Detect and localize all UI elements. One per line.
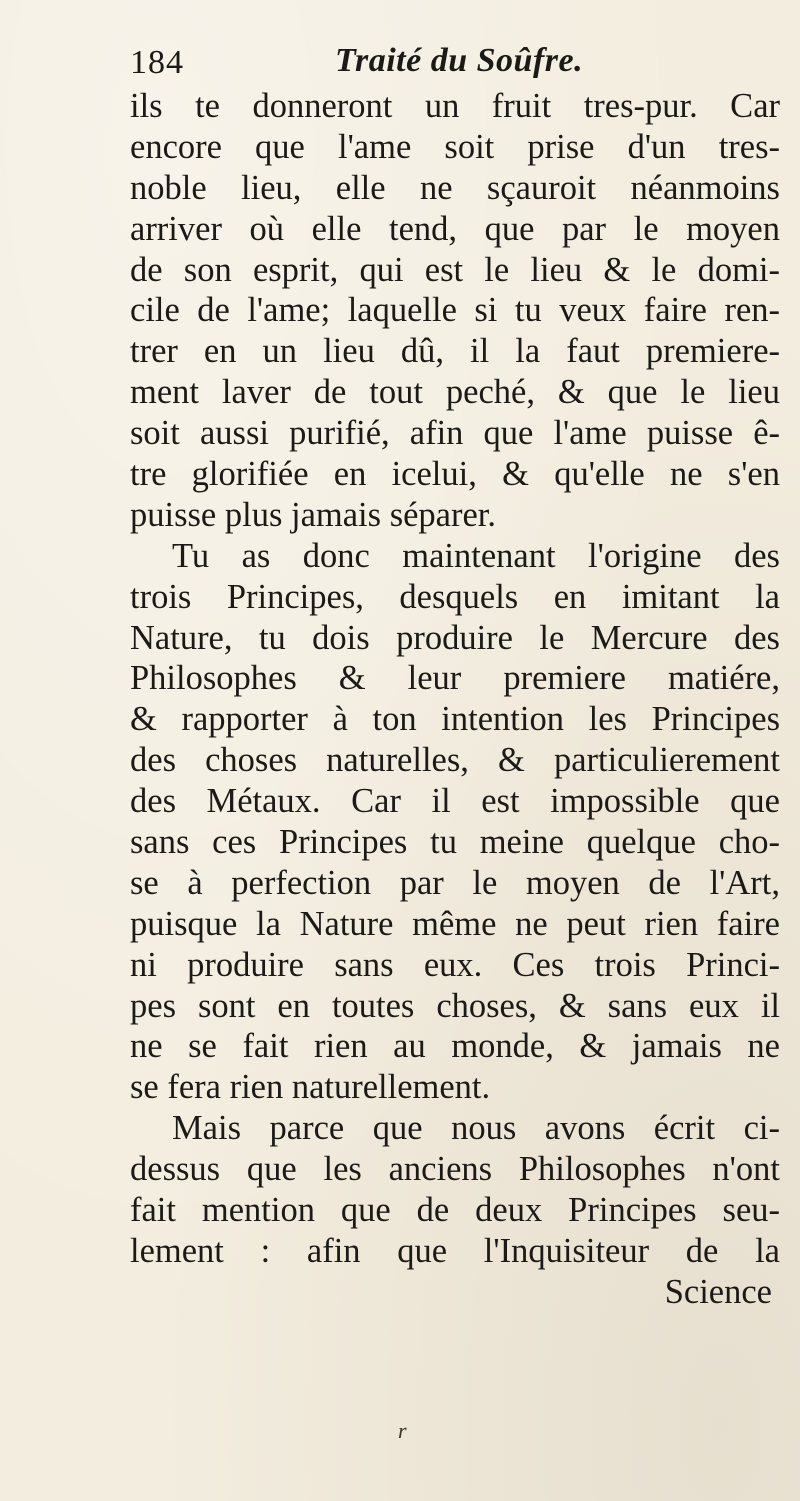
text-line: se fera rien naturellement.	[130, 1068, 491, 1107]
text-line: & rapporter à ton intention les Principes	[130, 700, 780, 739]
text-line: des choses naturelles, & particulierement	[130, 741, 780, 780]
text-line: fait mention que de deux Principes seu-	[130, 1191, 780, 1230]
text-line: sans ces Principes tu meine quelque cho-	[130, 823, 780, 862]
text-line: ment laver de tout peché, & que le lieu	[130, 373, 780, 412]
text-line: Philosophes & leur premiere matiére,	[130, 659, 780, 698]
body-text	[130, 86, 780, 1313]
catchword: Science	[664, 1272, 772, 1311]
page-number: 184	[130, 44, 184, 81]
text-line: se à perfection par le moyen de l'Art,	[130, 863, 780, 902]
stray-mark: r	[398, 1418, 407, 1443]
running-title: Traité du Soûfre.	[335, 42, 584, 79]
paragraph-start-line: Tu as donc maintenant l'origine des	[172, 536, 780, 575]
text-line: encore que l'ame soit prise d'un tres-	[130, 127, 780, 166]
text-line: soit aussi purifié, afin que l'ame puisse ê-	[130, 414, 780, 453]
text-line: dessus que les anciens Philosophes n'ont	[130, 1150, 780, 1189]
text-line: noble lieu, elle ne sçauroit néanmoins	[130, 168, 780, 207]
page-header	[130, 42, 730, 92]
text-line: puisque la Nature même ne peut rien faire	[130, 904, 780, 943]
text-line: trois Principes, desquels en imitant la	[130, 577, 780, 616]
text-line: de son esprit, qui est le lieu & le domi-	[130, 250, 780, 289]
paragraph-start-line: Mais parce que nous avons écrit ci-	[172, 1109, 780, 1148]
text-line: cile de l'ame; laquelle si tu veux faire ren-	[130, 291, 780, 330]
text-line: ni produire sans eux. Ces trois Princi-	[130, 945, 780, 984]
text-line: Nature, tu dois produire le Mercure des	[130, 618, 780, 657]
text-line: ils te donneront un fruit tres-pur. Car	[130, 87, 780, 125]
text-line: trer en un lieu dû, il la faut premiere-	[130, 332, 780, 371]
text-line: ne se fait rien au monde, & jamais ne	[130, 1027, 780, 1066]
text-line: pes sont en toutes choses, & sans eux il	[130, 986, 780, 1025]
text-line: tre glorifiée en icelui, & qu'elle ne s'en	[130, 455, 780, 494]
text-line: lement : afin que l'Inquisiteur de la	[130, 1231, 780, 1270]
text-line: puisse plus jamais séparer.	[130, 495, 497, 534]
text-line: des Métaux. Car il est impossible que	[130, 782, 780, 821]
text-line: arriver où elle tend, que par le moyen	[130, 209, 780, 248]
